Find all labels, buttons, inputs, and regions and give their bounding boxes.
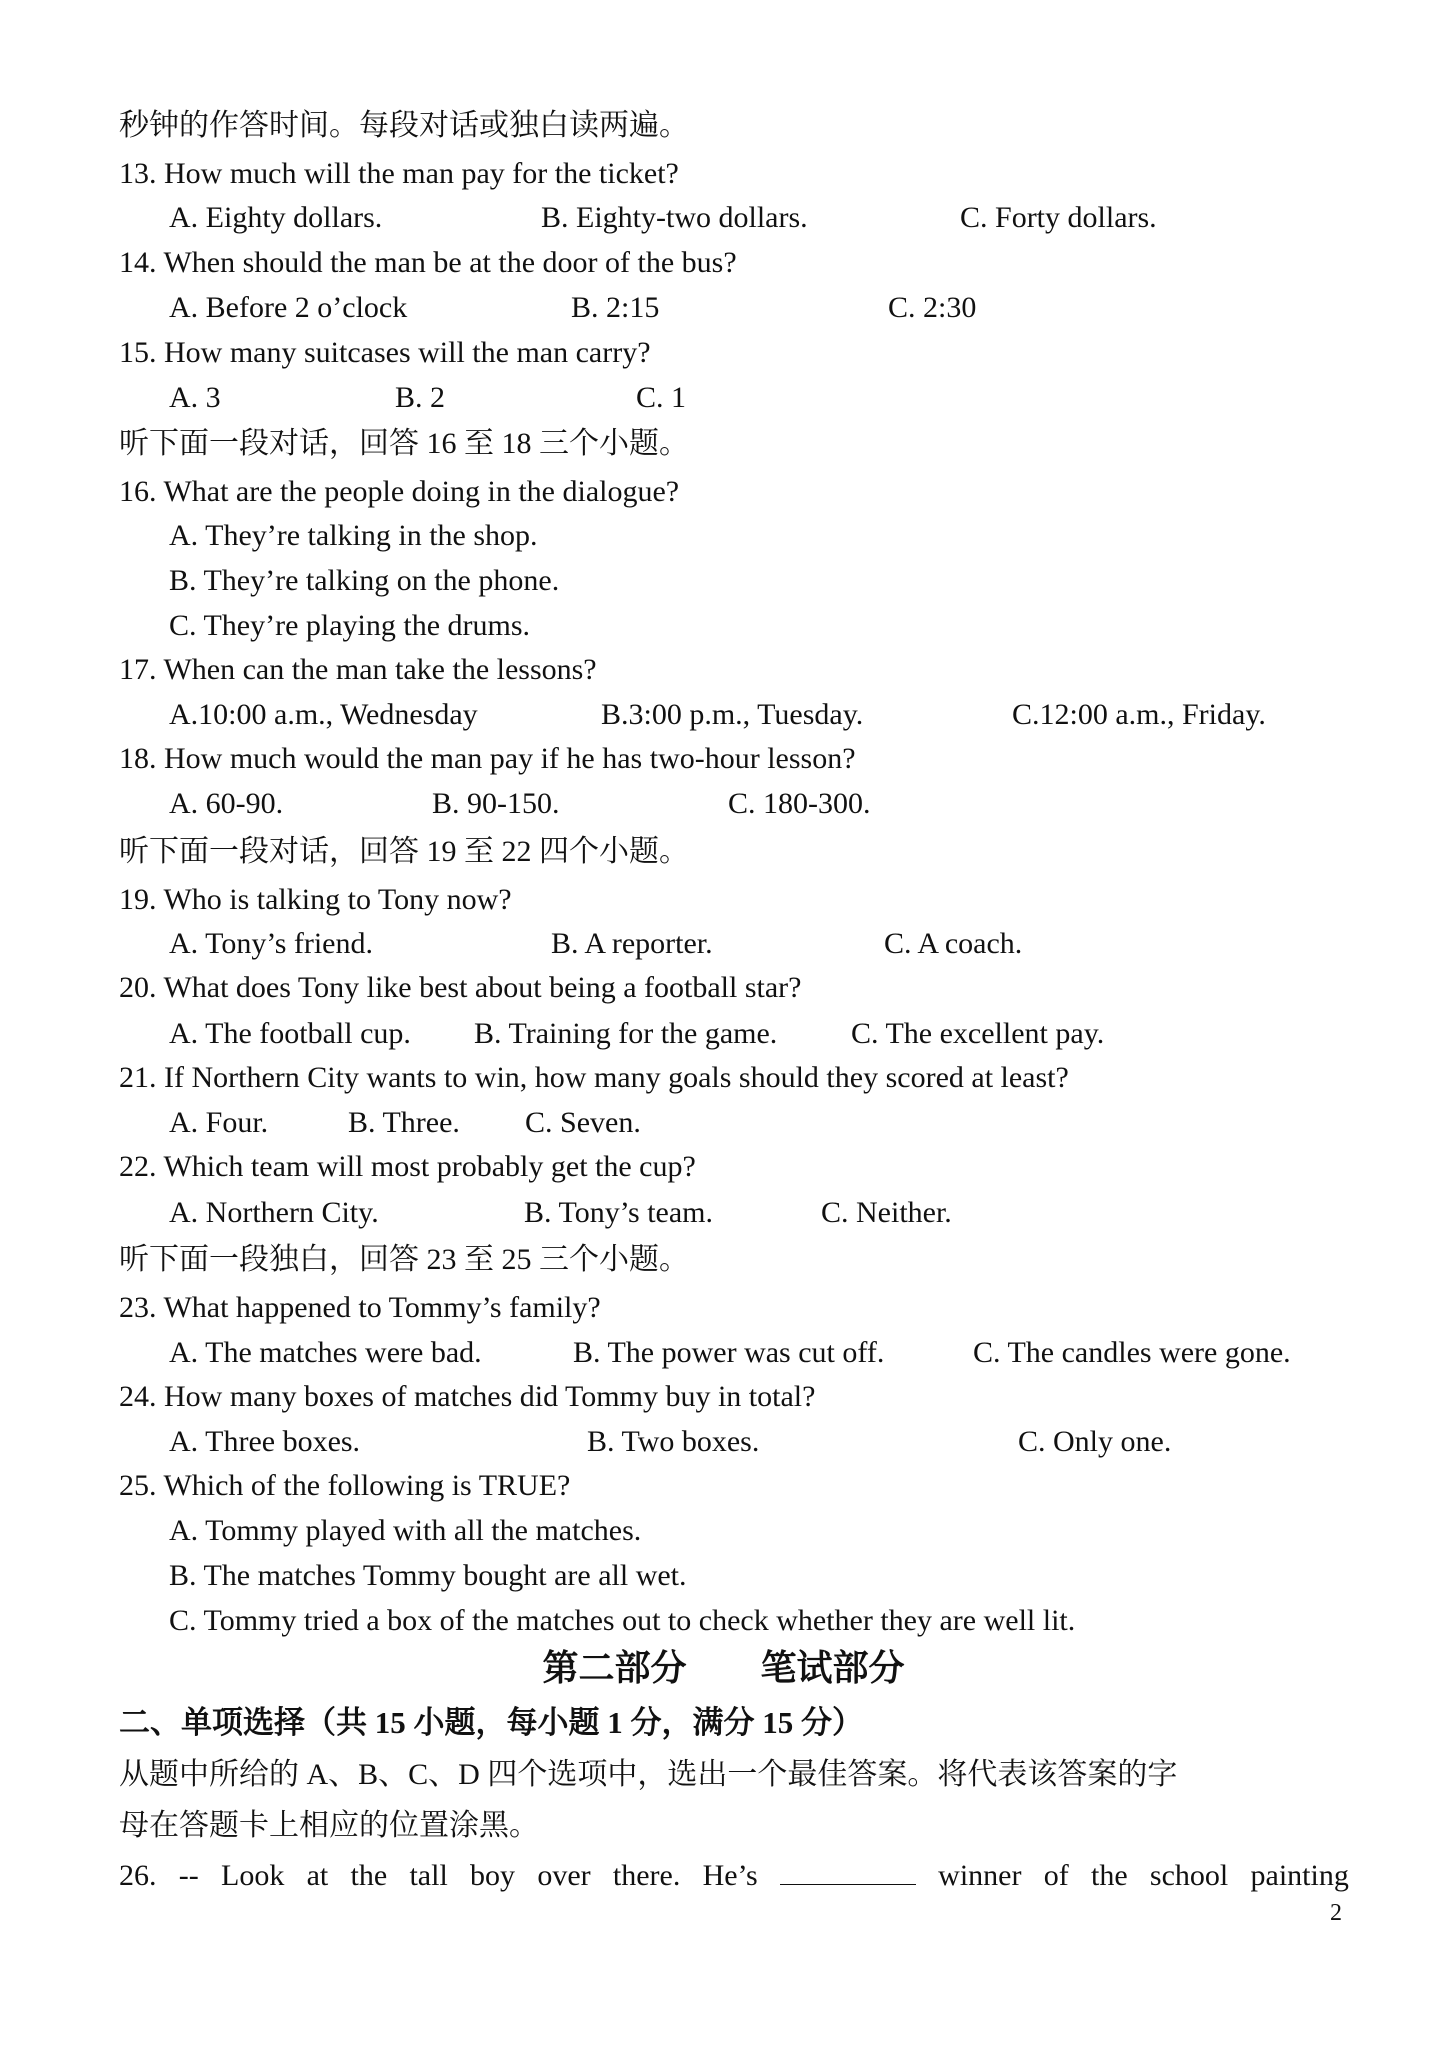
q16-option-c: C. They’re playing the drums. xyxy=(169,609,531,642)
q18-option-c: C. 180-300. xyxy=(728,787,871,820)
q17-option-b: B.3:00 p.m., Tuesday. xyxy=(601,698,864,731)
instruction-16-18: 听下面一段对话，回答 16 至 18 三个小题。 xyxy=(119,427,689,460)
intro-tail: 秒钟的作答时间。每段对话或独白读两遍。 xyxy=(119,109,689,142)
q24-option-a: A. Three boxes. xyxy=(169,1425,361,1458)
q26-word: school xyxy=(1149,1859,1229,1892)
instruction-23-25: 听下面一段独白，回答 23 至 25 三个小题。 xyxy=(119,1243,689,1276)
q23-option-c: C. The candles were gone. xyxy=(973,1336,1291,1369)
question-15: 15. How many suitcases will the man carry? xyxy=(119,336,651,369)
question-17: 17. When can the man take the lessons? xyxy=(119,653,597,686)
q26-word: over xyxy=(537,1859,591,1892)
section-two-instruction-1: 从题中所给的 A、B、C、D 四个选项中，选出一个最佳答案。将代表该答案的字 xyxy=(119,1758,1178,1791)
question-25: 25. Which of the following is TRUE? xyxy=(119,1469,571,1502)
question-20: 20. What does Tony like best about being a football star? xyxy=(119,971,802,1004)
question-23: 23. What happened to Tommy’s family? xyxy=(119,1291,601,1324)
q19-option-b: B. A reporter. xyxy=(551,927,713,960)
q21-option-c: C. Seven. xyxy=(525,1106,641,1139)
q22-option-c: C. Neither. xyxy=(821,1196,952,1229)
q13-option-a: A. Eighty dollars. xyxy=(169,201,383,234)
q15-option-c: C. 1 xyxy=(636,381,687,414)
q26-word: of xyxy=(1043,1859,1069,1892)
q26-word: Look xyxy=(221,1859,285,1892)
q16-option-a: A. They’re talking in the shop. xyxy=(169,519,538,552)
q20-option-b: B. Training for the game. xyxy=(474,1017,778,1050)
q20-option-c: C. The excellent pay. xyxy=(851,1017,1105,1050)
question-16: 16. What are the people doing in the dialogue? xyxy=(119,475,680,508)
part-two-left: 第二部分 xyxy=(542,1648,687,1688)
question-22: 22. Which team will most probably get the cup? xyxy=(119,1150,696,1183)
question-24: 24. How many boxes of matches did Tommy buy in total? xyxy=(119,1380,816,1413)
q19-option-a: A. Tony’s friend. xyxy=(169,927,373,960)
section-two-heading: 二、单项选择（共 15 小题，每小题 1 分，满分 15 分） xyxy=(119,1705,863,1740)
q26-word: painting xyxy=(1250,1859,1349,1892)
q26-word: 26. xyxy=(119,1859,157,1892)
part-two-title xyxy=(0,1646,1447,1690)
question-26 xyxy=(119,1856,1349,1896)
q15-option-b: B. 2 xyxy=(395,381,446,414)
q13-option-c: C. Forty dollars. xyxy=(960,201,1157,234)
q18-option-a: A. 60-90. xyxy=(169,787,284,820)
q23-option-b: B. The power was cut off. xyxy=(573,1336,885,1369)
q26-word: at xyxy=(306,1859,329,1892)
q24-option-c: C. Only one. xyxy=(1018,1425,1172,1458)
q25-option-c: C. Tommy tried a box of the matches out to check whether they are well lit. xyxy=(169,1604,1076,1637)
question-21: 21. If Northern City wants to win, how many goals should they scored at least? xyxy=(119,1061,1069,1094)
question-19: 19. Who is talking to Tony now? xyxy=(119,883,512,916)
section-two-instruction-2: 母在答题卡上相应的位置涂黑。 xyxy=(119,1809,539,1842)
q26-word: winner xyxy=(938,1859,1022,1892)
q26-word: He’s xyxy=(702,1859,758,1892)
q26-word: boy xyxy=(470,1859,516,1892)
q25-option-a: A. Tommy played with all the matches. xyxy=(169,1514,642,1547)
q26-word: the xyxy=(350,1859,388,1892)
q16-option-b: B. They’re talking on the phone. xyxy=(169,564,560,597)
q24-option-b: B. Two boxes. xyxy=(587,1425,760,1458)
question-18: 18. How much would the man pay if he has two-hour lesson? xyxy=(119,742,856,775)
q26-word: -- xyxy=(178,1859,199,1892)
q14-option-a: A. Before 2 o’clock xyxy=(169,291,408,324)
q20-option-a: A. The football cup. xyxy=(169,1017,411,1050)
page-number: 2 xyxy=(1330,1900,1342,1926)
question-13: 13. How much will the man pay for the ticket? xyxy=(119,157,679,190)
q17-option-c: C.12:00 a.m., Friday. xyxy=(1012,698,1266,731)
q22-option-b: B. Tony’s team. xyxy=(524,1196,714,1229)
part-two-right: 笔试部分 xyxy=(760,1648,905,1688)
answer-blank xyxy=(780,1856,916,1885)
q23-option-a: A. The matches were bad. xyxy=(169,1336,482,1369)
question-14: 14. When should the man be at the door of the bus? xyxy=(119,246,737,279)
q17-option-a: A.10:00 a.m., Wednesday xyxy=(169,698,478,731)
q26-word: tall xyxy=(409,1859,448,1892)
q21-option-a: A. Four. xyxy=(169,1106,269,1139)
q22-option-a: A. Northern City. xyxy=(169,1196,379,1229)
instruction-19-22: 听下面一段对话，回答 19 至 22 四个小题。 xyxy=(119,835,689,868)
q13-option-b: B. Eighty-two dollars. xyxy=(541,201,808,234)
q21-option-b: B. Three. xyxy=(348,1106,460,1139)
q26-word: there. xyxy=(612,1859,681,1892)
q18-option-b: B. 90-150. xyxy=(432,787,560,820)
q26-word: the xyxy=(1091,1859,1128,1892)
q15-option-a: A. 3 xyxy=(169,381,221,414)
q19-option-c: C. A coach. xyxy=(884,927,1023,960)
q14-option-b: B. 2:15 xyxy=(571,291,660,324)
q14-option-c: C. 2:30 xyxy=(888,291,977,324)
q25-option-b: B. The matches Tommy bought are all wet. xyxy=(169,1559,687,1592)
